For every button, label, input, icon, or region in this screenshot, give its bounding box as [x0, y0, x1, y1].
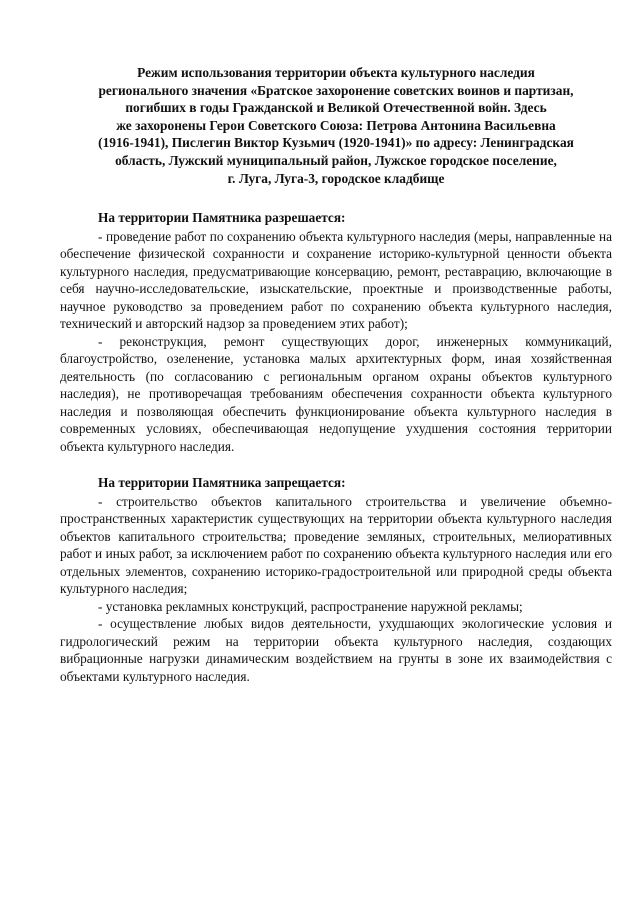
- title-line: (1916-1941), Пислегин Виктор Кузьмич (1920-1941)» по адресу: Ленинградская: [98, 135, 574, 151]
- allowed-section: [60, 209, 612, 455]
- allowed-item: - реконструкция, ремонт существующих дорог, инженерных коммуникаций, благоустройство, озеленение, установка малых архитектурных форм, иная хозяйственная деятельность (по согласованию с региональным органом охраны объектов культурного наследия), не противоречащая требованиям обеспечения сохранности объекта культурного наследия и позволяющая обеспечить функционирование объекта культурного наследия в современных условиях, обеспечивающая недопущение ухудшения состояния территории объекта культурного наследия.: [60, 333, 612, 454]
- prohibited-item: - осуществление любых видов деятельности, ухудшающих экологические условия и гидрологический режим на территории объекта культурного наследия, создающих вибрационные нагрузки динамическим воздействием на грунты в зоне их взаимодействия с объектами культурного наследия.: [60, 616, 612, 684]
- document-page: [60, 64, 612, 685]
- prohibited-heading: На территории Памятника запрещается:: [98, 475, 346, 491]
- title-line: область, Лужский муниципальный район, Лужское городское поселение,: [115, 152, 557, 168]
- prohibited-item: - установка рекламных конструкций, распространение наружной рекламы;: [98, 598, 523, 614]
- title-line: г. Луга, Луга-3, городское кладбище: [227, 170, 445, 186]
- prohibited-section: [60, 474, 612, 685]
- title-line: же захоронены Герои Советского Союза: Петрова Антонина Васильевна: [116, 117, 556, 133]
- document-title: [60, 64, 612, 187]
- prohibited-item: - строительство объектов капитального строительства и увеличение объемно-пространственных характеристик существующих на территории объекта культурного наследия объектов капитального строительства; проведение земляных, строительных, мелиоративных работ и иных работ, за исключением работ по сохранению объекта культурного наследия или его отдельных элементов, сохранению историко-градостроительной или природной среды объекта культурного наследия;: [60, 493, 612, 597]
- allowed-item: - проведение работ по сохранению объекта культурного наследия (меры, направленные на обеспечение физической сохранности и сохранение историко-культурной ценности объекта культурного наследия, предусматривающие консервацию, ремонт, реставрацию, включающие в себя научно-исследовательские, изыскательские, проектные и производственные работы, научное руководство за проведением работ по сохранению объекта культурного наследия, технический и авторский надзор за проведением этих работ);: [60, 228, 612, 332]
- allowed-heading: На территории Памятника разрешается:: [98, 210, 346, 226]
- title-line: погибших в годы Гражданской и Великой Отечественной войн. Здесь: [125, 100, 547, 116]
- title-line: регионального значения «Братское захоронение советских воинов и партизан,: [98, 82, 574, 98]
- title-line: Режим использования территории объекта культурного наследия: [137, 65, 535, 80]
